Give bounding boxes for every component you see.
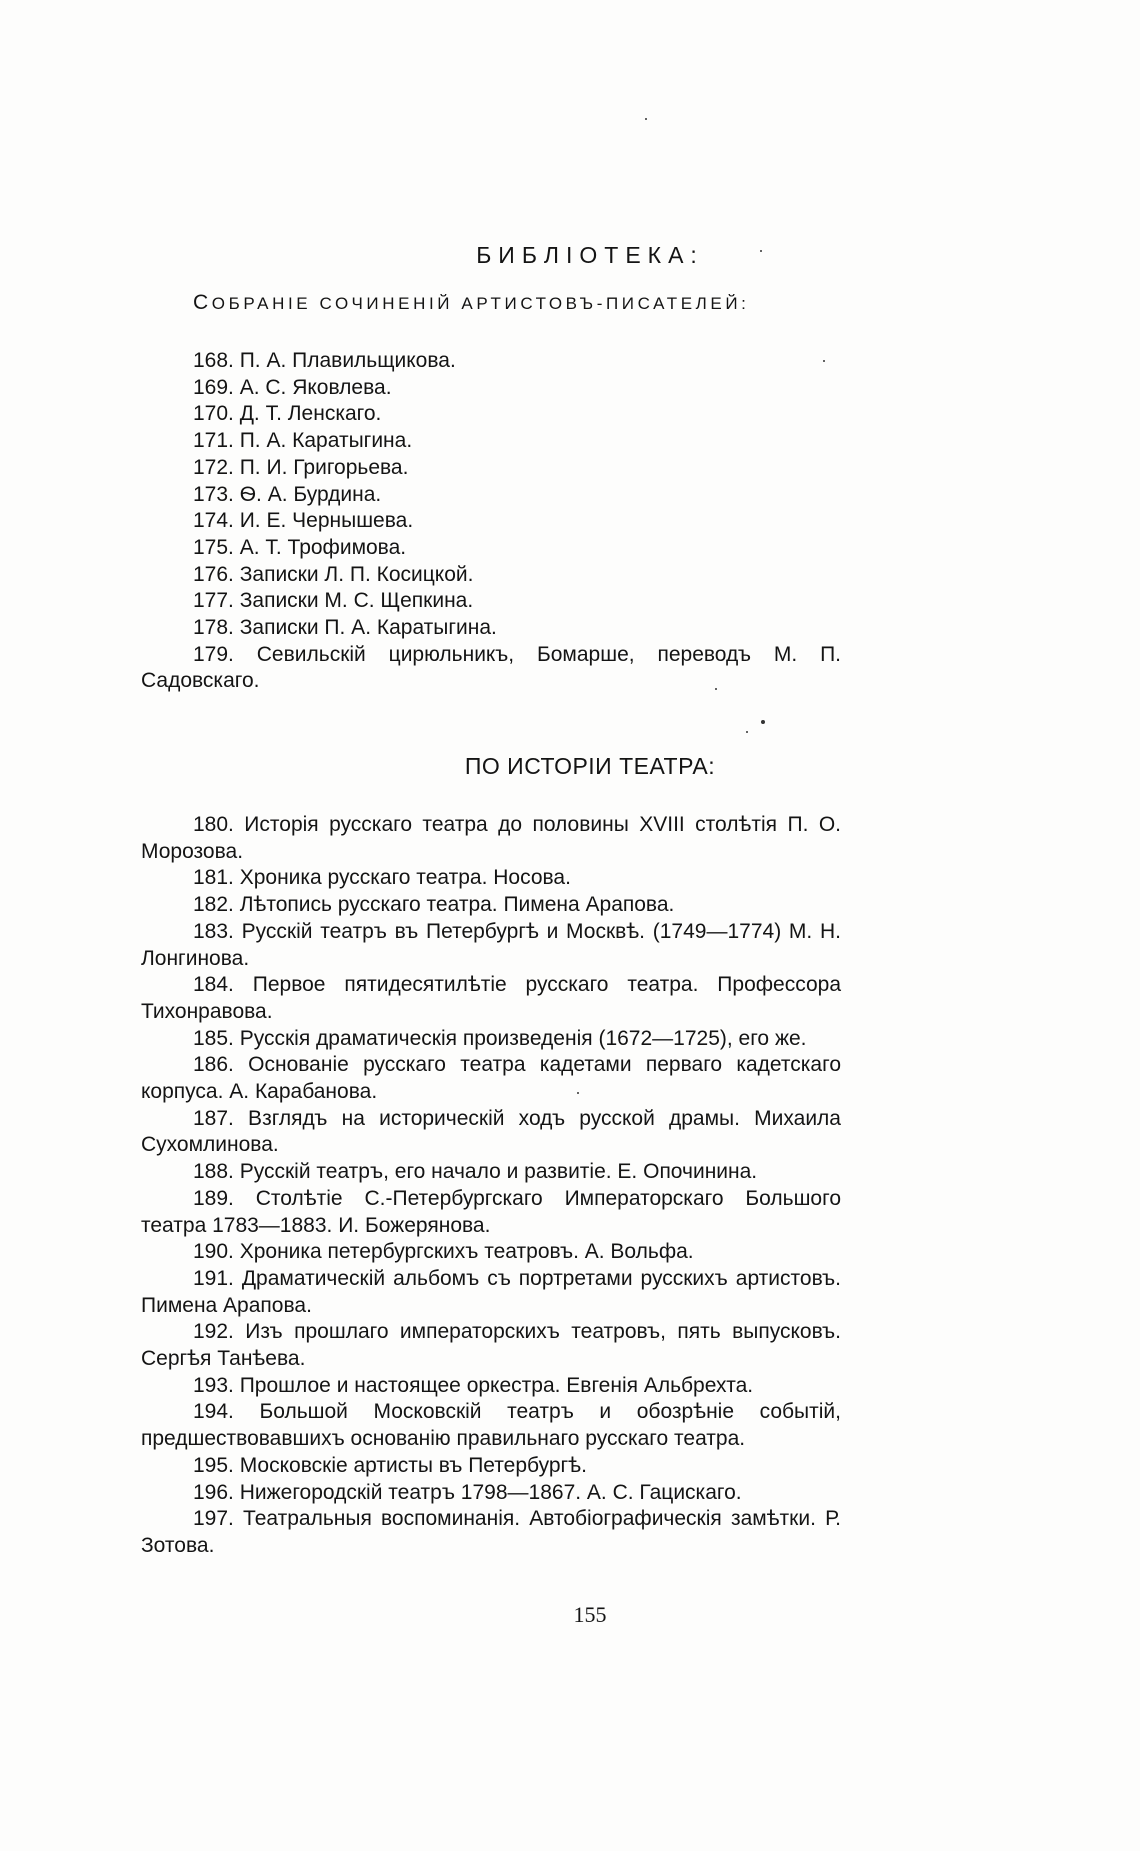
list-item: 181. Хроника русскаго театра. Носова.	[193, 866, 571, 890]
list-item: 189. Столѣтіе С.-Петербургскаго Императорскаго Большого театра 1783—1883. И. Божерянова.	[141, 1186, 841, 1237]
scan-speck	[746, 731, 748, 733]
list-item: 182. Лѣтопись русскаго театра. Пимена Арапова.	[193, 893, 675, 917]
list-item: 187. Взглядъ на историческій ходъ русской драмы. Михаила Сухомлинова.	[141, 1106, 841, 1157]
scan-speck	[823, 360, 825, 362]
list-item: 178. Записки П. А. Каратыгина.	[193, 616, 497, 640]
scan-speck	[577, 1092, 579, 1094]
list-item: 183. Русскій театръ въ Петербургѣ и Москвѣ. (1749—1774) М. Н. Лонгинова.	[141, 919, 841, 970]
section-heading-theatre-history: ПО ИСТОРІИ ТЕАТРА:	[464, 753, 716, 779]
list-item: 184. Первое пятидесятилѣтіе русскаго театра. Профессора Тихонравова.	[141, 973, 841, 1023]
list-item: 171. П. А. Каратыгина.	[193, 429, 413, 453]
list-item: 186. Основаніе русскаго театра кадетами перваго кадетскаго корпуса. А. Карабанова.	[141, 1053, 841, 1104]
subtitle-rest: ОБРАНІЕ СОЧИНЕНІЙ АРТИСТОВЪ-ПИСАТЕЛЕЙ:	[211, 294, 750, 313]
list-item: 191. Драматическій альбомъ съ портретами русскихъ артистовъ. Пимена Арапова.	[141, 1266, 841, 1317]
page-number: 155	[573, 1602, 607, 1627]
theatre-history-list	[141, 812, 841, 1560]
list-item: 195. Московскіе артисты въ Петербургѣ.	[193, 1453, 587, 1477]
list-item: 169. А. С. Яковлева.	[193, 375, 392, 399]
scan-speck	[715, 688, 717, 690]
list-item: 194. Большой Московскій театръ и обозрѣніе событій, предшествовавшихъ основанію правильнаго русскаго театра.	[141, 1400, 841, 1451]
scan-speck	[645, 118, 647, 120]
list-item: 193. Прошлое и настоящее оркестра. Евгенія Альбрехта.	[193, 1373, 754, 1397]
list-item: 170. Д. Т. Ленскаго.	[193, 402, 382, 426]
list-item: 179. Севильскій цирюльникъ, Бомарше, переводъ М. П. Садовскаго.	[141, 642, 841, 693]
list-item: 196. Нижегородскій театръ 1798—1867. А. С. Гацискаго.	[193, 1480, 742, 1504]
list-item: 173. Ѳ. А. Бурдина.	[193, 482, 382, 506]
list-item: 192. Изъ прошлаго императорскихъ театровъ, пять выпусковъ. Сергѣя Танѣева.	[141, 1320, 841, 1371]
list-item: 188. Русскій театръ, его начало и развитіе. Е. Опочинина.	[193, 1160, 758, 1184]
list-item: 190. Хроника петербургскихъ театровъ. А. Вольфа.	[193, 1240, 694, 1264]
page-title: БИБЛІОТЕКА:	[476, 242, 704, 268]
collection-subtitle	[193, 291, 993, 315]
list-item: 172. П. И. Григорьева.	[193, 455, 409, 479]
list-item: 180. Исторія русскаго театра до половины XVIII столѣтія П. О. Морозова.	[141, 813, 841, 863]
subtitle-initial: С	[193, 291, 212, 314]
list-item: 175. А. Т. Трофимова.	[193, 535, 407, 559]
artists-writers-list	[141, 348, 841, 695]
list-item: 168. П. А. Плавильщикова.	[193, 349, 456, 372]
list-item: 174. И. Е. Чернышева.	[193, 509, 414, 533]
list-item: 197. Театральныя воспоминанія. Автобіографическія замѣтки. Р. Зотова.	[141, 1507, 841, 1557]
list-item: 185. Русскія драматическія произведенія (1672—1725), его же.	[193, 1026, 807, 1050]
list-item: 177. Записки М. С. Щепкина.	[193, 589, 474, 613]
scan-speck	[760, 250, 762, 252]
scan-speck	[761, 720, 765, 724]
list-item: 176. Записки Л. П. Косицкой.	[193, 562, 474, 586]
